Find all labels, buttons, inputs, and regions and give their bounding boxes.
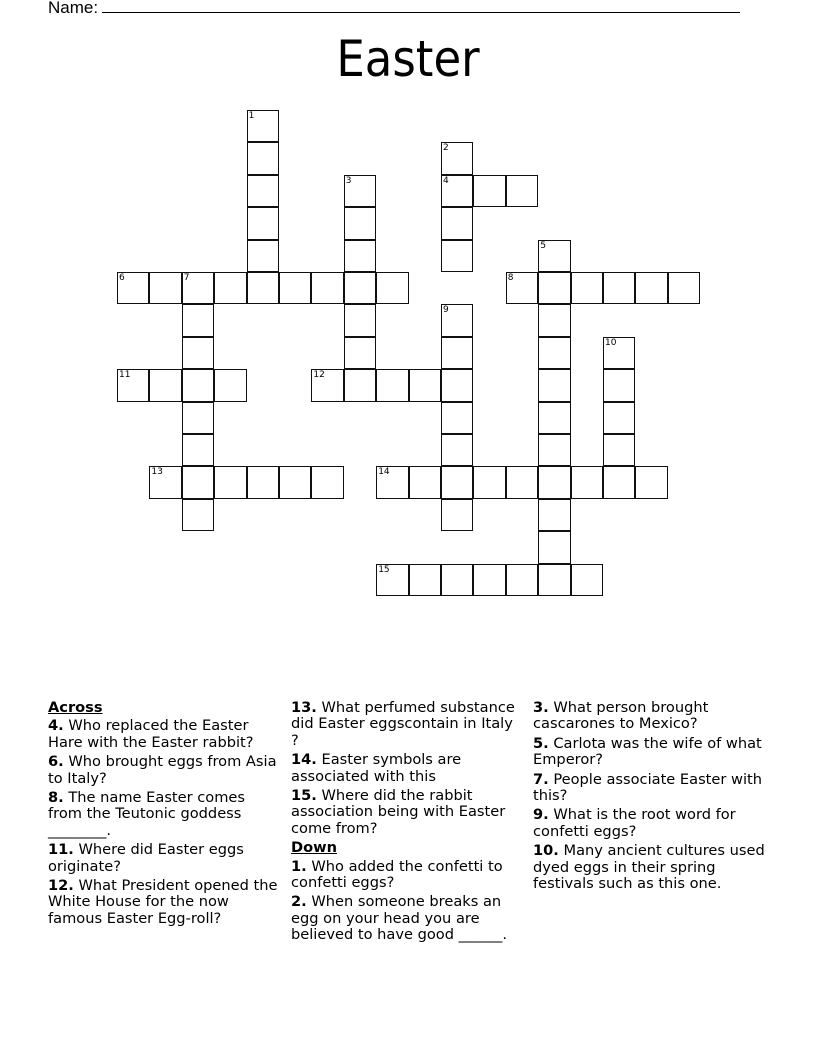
grid-cell[interactable]	[538, 466, 570, 498]
grid-cell[interactable]	[247, 466, 279, 498]
clue-across-4	[48, 718, 280, 751]
grid-cell[interactable]	[603, 272, 635, 304]
grid-cell[interactable]	[441, 304, 473, 336]
clue-number: 3.	[533, 699, 549, 716]
grid-cell[interactable]	[441, 337, 473, 369]
name-label: Name:	[48, 0, 99, 17]
grid-cell[interactable]	[344, 207, 376, 239]
cell-number: 15	[378, 564, 390, 575]
grid-cell[interactable]	[409, 369, 441, 401]
clue-number: 6.	[48, 753, 64, 771]
grid-cell[interactable]	[538, 499, 570, 531]
grid-cell[interactable]	[571, 272, 603, 304]
grid-cell[interactable]	[538, 402, 570, 434]
clue-across-12	[48, 878, 280, 927]
grid-cell[interactable]	[538, 272, 570, 304]
grid-cell[interactable]	[182, 434, 214, 466]
grid-cell[interactable]	[182, 499, 214, 531]
grid-cell[interactable]	[441, 207, 473, 239]
grid-cell[interactable]	[441, 402, 473, 434]
grid-cell[interactable]	[344, 272, 376, 304]
clue-text: What is the root word for confetti eggs?	[533, 806, 736, 840]
grid-cell[interactable]	[344, 337, 376, 369]
grid-cell[interactable]	[214, 272, 246, 304]
grid-cell[interactable]	[376, 369, 408, 401]
grid-cell[interactable]	[473, 564, 505, 596]
down-heading: Down	[291, 839, 338, 857]
across-heading: Across	[48, 699, 103, 716]
grid-cell[interactable]	[441, 369, 473, 401]
grid-cell[interactable]	[409, 466, 441, 498]
cell-number: 5	[540, 240, 546, 251]
grid-cell[interactable]	[214, 466, 246, 498]
grid-cell[interactable]	[603, 434, 635, 466]
clue-text: Where did the rabbit association being with Easter come from?	[291, 787, 506, 837]
clue-number: 1.	[291, 857, 307, 875]
grid-cell[interactable]	[603, 337, 635, 369]
grid-cell[interactable]	[668, 272, 700, 304]
cell-number: 12	[313, 370, 325, 381]
grid-cell[interactable]	[344, 240, 376, 272]
grid-cell[interactable]	[344, 175, 376, 207]
grid-cell[interactable]	[376, 272, 408, 304]
clue-text: People associate Easter with this?	[533, 770, 762, 805]
cell-number: 10	[605, 337, 617, 348]
grid-cell[interactable]	[311, 466, 343, 498]
grid-cell[interactable]	[117, 369, 149, 401]
grid-cell[interactable]	[182, 337, 214, 369]
grid-cell[interactable]	[247, 142, 279, 174]
grid-cell[interactable]	[538, 337, 570, 369]
grid-cell[interactable]	[182, 304, 214, 336]
grid-cell[interactable]	[182, 272, 214, 304]
clue-across-14	[291, 752, 523, 785]
grid-cell[interactable]	[635, 272, 667, 304]
grid-cell[interactable]	[538, 369, 570, 401]
cell-number: 1	[248, 111, 255, 121]
clue-text: What perfumed substance did Easter eggscontain in Italy ?	[291, 699, 515, 749]
clues-column-1	[48, 700, 280, 930]
grid-cell[interactable]	[344, 304, 376, 336]
grid-cell[interactable]	[571, 564, 603, 596]
grid-cell[interactable]	[182, 402, 214, 434]
clue-across-6	[48, 754, 280, 787]
grid-cell[interactable]	[376, 466, 408, 498]
grid-cell[interactable]	[441, 434, 473, 466]
clue-down-3	[533, 700, 773, 733]
clue-number: 14.	[291, 751, 317, 769]
grid-cell[interactable]	[538, 434, 570, 466]
clue-text: What President opened the White House for the now famous Easter Egg-roll?	[48, 877, 278, 927]
cell-number: 3	[345, 175, 352, 186]
grid-cell[interactable]	[247, 207, 279, 239]
clue-down-10	[533, 843, 773, 892]
grid-cell[interactable]	[441, 175, 473, 207]
grid-cell[interactable]	[441, 564, 473, 596]
grid-cell[interactable]	[538, 240, 570, 272]
clues-column-3	[533, 700, 773, 895]
grid-cell[interactable]	[441, 240, 473, 272]
grid-cell[interactable]	[376, 564, 408, 596]
grid-cell[interactable]	[603, 369, 635, 401]
cell-number: 11	[119, 370, 131, 381]
grid-cell[interactable]	[149, 369, 181, 401]
clue-number: 15.	[291, 787, 317, 805]
clue-across-11	[48, 842, 280, 875]
clue-number: 10.	[533, 842, 559, 860]
clue-number: 7.	[533, 770, 549, 788]
grid-cell[interactable]	[149, 272, 181, 304]
clue-text: Where did Easter eggs originate?	[48, 841, 244, 875]
cell-number: 8	[507, 273, 514, 283]
grid-cell[interactable]	[538, 304, 570, 336]
grid-cell[interactable]	[603, 402, 635, 434]
grid-cell[interactable]	[538, 531, 570, 563]
grid-cell[interactable]	[247, 240, 279, 272]
grid-cell[interactable]	[506, 564, 538, 596]
grid-cell[interactable]	[409, 564, 441, 596]
grid-cell[interactable]	[182, 466, 214, 498]
cell-number: 13	[151, 467, 163, 478]
grid-cell[interactable]	[473, 175, 505, 207]
clue-number: 5.	[533, 734, 549, 752]
grid-cell[interactable]	[344, 369, 376, 401]
cell-number: 2	[443, 143, 449, 154]
grid-cell[interactable]	[441, 499, 473, 531]
clue-text: Who replaced the Easter Hare with the Easter rabbit?	[48, 717, 254, 751]
grid-cell[interactable]	[279, 272, 311, 304]
grid-cell[interactable]	[149, 466, 181, 498]
clue-down-7	[533, 772, 773, 805]
grid-cell[interactable]	[506, 466, 538, 498]
cell-number: 14	[378, 467, 390, 478]
grid-cell[interactable]	[311, 272, 343, 304]
clue-across-13	[291, 700, 523, 749]
clue-number: 4.	[48, 717, 64, 735]
clue-number: 9.	[533, 806, 549, 824]
clue-down-1	[291, 859, 523, 892]
grid-cell[interactable]	[571, 466, 603, 498]
grid-cell[interactable]	[635, 466, 667, 498]
clue-text: What person brought cascarones to Mexico?	[533, 699, 709, 733]
clue-across-8	[48, 790, 280, 839]
grid-cell[interactable]	[473, 466, 505, 498]
grid-cell[interactable]	[247, 272, 279, 304]
grid-cell[interactable]	[441, 466, 473, 498]
cell-number: 9	[443, 305, 449, 316]
cell-number: 7	[183, 273, 190, 283]
clue-text: Many ancient cultures used dyed eggs in their spring festivals such as this one.	[533, 842, 765, 893]
clue-text: When someone breaks an egg on your head you are believed to have good ______.	[291, 893, 508, 944]
clue-number: 2.	[291, 893, 307, 911]
clue-text: The name Easter comes from the Teutonic goddess ________.	[48, 789, 246, 839]
grid-cell[interactable]	[214, 369, 246, 401]
clue-down-2	[291, 894, 523, 943]
clue-text: Easter symbols are associated with this	[291, 751, 462, 785]
cell-number: 4	[443, 175, 449, 186]
clue-number: 11.	[48, 841, 74, 859]
clue-number: 12.	[48, 877, 74, 895]
clues-column-2	[291, 700, 523, 947]
clue-across-15	[291, 788, 523, 837]
grid-cell[interactable]	[538, 564, 570, 596]
grid-cell[interactable]	[247, 175, 279, 207]
grid-cell[interactable]	[182, 369, 214, 401]
clue-text: Who added the confetti to confetti eggs?	[291, 857, 503, 892]
grid-cell[interactable]	[506, 272, 538, 304]
clue-down-9	[533, 807, 773, 840]
page-title: Easter	[336, 30, 480, 88]
grid-cell[interactable]	[311, 369, 343, 401]
grid-cell[interactable]	[441, 142, 473, 174]
clue-down-5	[533, 736, 773, 769]
clue-number: 13.	[291, 699, 317, 716]
clue-text: Who brought eggs from Asia to Italy?	[48, 753, 277, 787]
grid-cell[interactable]	[506, 175, 538, 207]
grid-cell[interactable]	[247, 110, 279, 142]
cell-number: 6	[119, 273, 125, 283]
grid-cell[interactable]	[117, 272, 149, 304]
clue-text: Carlota was the wife of what Emperor?	[533, 734, 762, 769]
grid-cell[interactable]	[603, 466, 635, 498]
grid-cell[interactable]	[279, 466, 311, 498]
clue-number: 8.	[48, 789, 64, 807]
